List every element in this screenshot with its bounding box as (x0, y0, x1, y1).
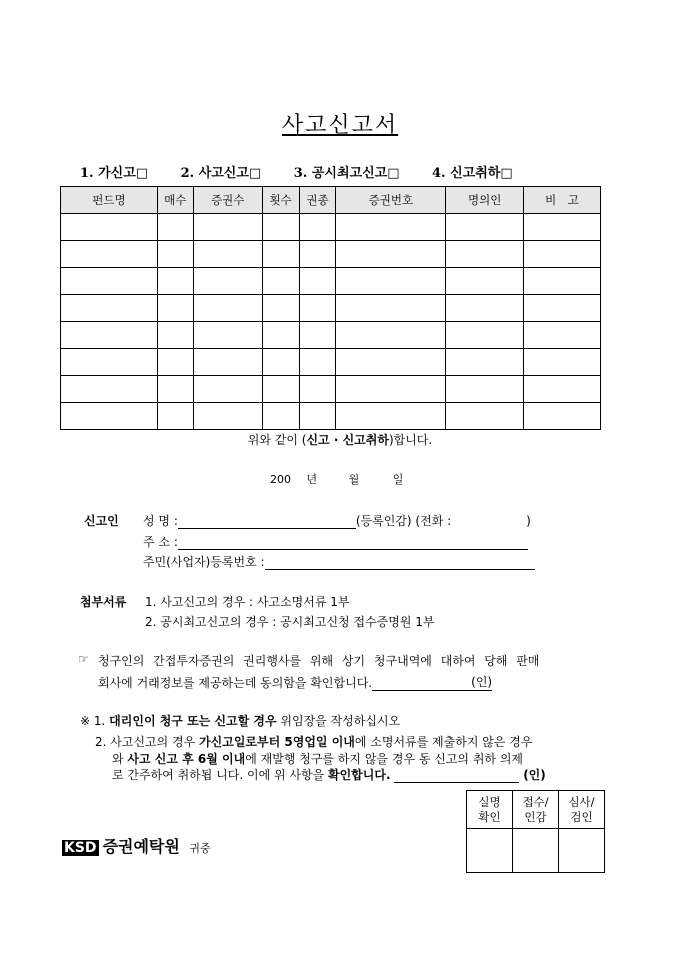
note-2-line1: 2. 사고신고의 경우 가신고일로부터 5영업일 이내에 소명서류를 제출하지 않은 경우 (95, 735, 533, 749)
table-cell[interactable] (299, 376, 336, 403)
approval-box (466, 790, 605, 873)
table-cell[interactable] (446, 403, 524, 430)
table-cell[interactable] (262, 268, 299, 295)
securities-table (60, 186, 601, 430)
id-row: 주민(사업자)등록번호 : (143, 553, 535, 570)
table-cell[interactable] (299, 268, 336, 295)
table-cell[interactable] (193, 295, 262, 322)
table-cell[interactable] (61, 322, 158, 349)
table-cell[interactable] (446, 322, 524, 349)
approval-cell[interactable] (559, 829, 605, 873)
table-cell[interactable] (193, 268, 262, 295)
table-cell[interactable] (446, 241, 524, 268)
date-line: 200 년 월 일 (270, 473, 404, 486)
table-cell[interactable] (262, 214, 299, 241)
address-row: 주 소 : (143, 533, 528, 550)
table-cell[interactable] (524, 241, 601, 268)
table-cell[interactable] (157, 268, 193, 295)
table-cell[interactable] (446, 214, 524, 241)
ksd-logo: KSD 증권예탁원 귀중 (64, 837, 211, 856)
table-cell[interactable] (157, 376, 193, 403)
table-cell[interactable] (262, 295, 299, 322)
note-signature-field[interactable] (394, 782, 519, 783)
table-cell[interactable] (193, 322, 262, 349)
table-cell[interactable] (262, 349, 299, 376)
reporter-label: 신고인 (84, 514, 119, 528)
table-cell[interactable] (157, 214, 193, 241)
name-field[interactable] (178, 528, 356, 529)
table-cell[interactable] (61, 403, 158, 430)
table-cell[interactable] (61, 268, 158, 295)
table-cell[interactable] (193, 214, 262, 241)
table-cell[interactable] (299, 214, 336, 241)
column-header: 권종 (299, 187, 336, 214)
table-cell[interactable] (524, 376, 601, 403)
table-cell[interactable] (193, 241, 262, 268)
table-cell[interactable] (193, 376, 262, 403)
table-cell[interactable] (446, 295, 524, 322)
table-cell[interactable] (446, 349, 524, 376)
report-type-options (80, 162, 541, 181)
table-cell[interactable] (262, 322, 299, 349)
table-cell[interactable] (157, 322, 193, 349)
approval-header: 심사/ 검인 (559, 791, 605, 829)
table-cell[interactable] (336, 268, 446, 295)
table-row (61, 268, 601, 295)
table-cell[interactable] (61, 376, 158, 403)
table-cell[interactable] (524, 322, 601, 349)
consent-text: 청구인의 간접투자증권의 권리행사를 위해 상기 청구내역에 대하여 당해 판매 (98, 654, 540, 668)
column-header: 횟수 (262, 187, 299, 214)
table-cell[interactable] (336, 376, 446, 403)
column-header: 명의인 (446, 187, 524, 214)
column-header: 증권번호 (336, 187, 446, 214)
column-header: 비 고 (524, 187, 601, 214)
attachment-item: 1. 사고신고의 경우 : 사고소명서류 1부 (145, 595, 350, 609)
table-cell[interactable] (157, 295, 193, 322)
approval-header: 실명 확인 (467, 791, 513, 829)
table-cell[interactable] (262, 376, 299, 403)
id-number-field[interactable] (265, 569, 535, 570)
option-public-notice[interactable]: 3. 공시최고신고□ (293, 166, 400, 181)
option-withdrawal[interactable]: 4. 신고취하□ (432, 166, 513, 181)
note-2-line3: 로 간주하여 취하됩 니다. 이에 위 사항을 확인합니다. (인) (112, 768, 546, 782)
table-cell[interactable] (262, 241, 299, 268)
table-cell[interactable] (299, 295, 336, 322)
table-cell[interactable] (336, 349, 446, 376)
table-cell[interactable] (299, 241, 336, 268)
table-cell[interactable] (299, 322, 336, 349)
table-row (61, 349, 601, 376)
note-2-line2: 와 사고 신고 후 6월 이내에 재발행 청구를 하지 않을 경우 동 신고의 취하 의제 (112, 752, 523, 766)
column-header: 증권수 (193, 187, 262, 214)
table-cell[interactable] (299, 349, 336, 376)
table-cell[interactable] (446, 376, 524, 403)
column-header: 펀드명 (61, 187, 158, 214)
address-field[interactable] (178, 549, 528, 550)
option-provisional[interactable]: 1. 가신고□ (80, 166, 149, 181)
table-cell[interactable] (61, 295, 158, 322)
table-cell[interactable] (61, 349, 158, 376)
table-cell[interactable] (193, 403, 262, 430)
table-cell[interactable] (262, 403, 299, 430)
table-cell[interactable] (446, 268, 524, 295)
table-cell[interactable] (524, 403, 601, 430)
table-cell[interactable] (336, 214, 446, 241)
table-cell[interactable] (524, 268, 601, 295)
table-row (61, 295, 601, 322)
table-cell[interactable] (157, 349, 193, 376)
table-cell[interactable] (299, 403, 336, 430)
table-row (61, 376, 601, 403)
approval-cell[interactable] (513, 829, 559, 873)
table-cell[interactable] (193, 349, 262, 376)
consent-signature-field[interactable]: (인) (372, 673, 492, 691)
note-1: ※ 1. 대리인이 청구 또는 신고할 경우 위임장을 작성하십시오 (80, 714, 401, 728)
attachments-label: 첨부서류 (80, 595, 127, 609)
table-cell[interactable] (336, 295, 446, 322)
approval-cell[interactable] (467, 829, 513, 873)
table-row (61, 403, 601, 430)
table-cell[interactable] (336, 322, 446, 349)
table-cell[interactable] (524, 295, 601, 322)
table-cell[interactable] (157, 403, 193, 430)
table-row (61, 322, 601, 349)
approval-header: 접수/ 인감 (513, 791, 559, 829)
table-cell[interactable] (524, 214, 601, 241)
attachment-item: 2. 공시최고신고의 경우 : 공시최고신청 접수증명원 1부 (145, 615, 435, 629)
table-row (61, 214, 601, 241)
column-header: 매수 (157, 187, 193, 214)
option-accident[interactable]: 2. 사고신고□ (180, 166, 262, 181)
pointing-hand-icon: ☞ (78, 652, 89, 666)
table-cell[interactable] (61, 214, 158, 241)
table-cell[interactable] (524, 349, 601, 376)
consent-line2: 회사에 거래정보를 제공하는데 동의함을 확인합니다. (인) (98, 675, 493, 690)
table-cell[interactable] (336, 241, 446, 268)
table-cell[interactable] (336, 403, 446, 430)
name-row: 성 명 : (등록인감) (전화 : ) (143, 514, 531, 528)
table-cell[interactable] (61, 241, 158, 268)
page-title: 사고신고서 (281, 113, 399, 138)
statement: 위와 같이 (신고 · 신고취하)합니다. (247, 433, 433, 447)
table-row (61, 241, 601, 268)
table-cell[interactable] (157, 241, 193, 268)
